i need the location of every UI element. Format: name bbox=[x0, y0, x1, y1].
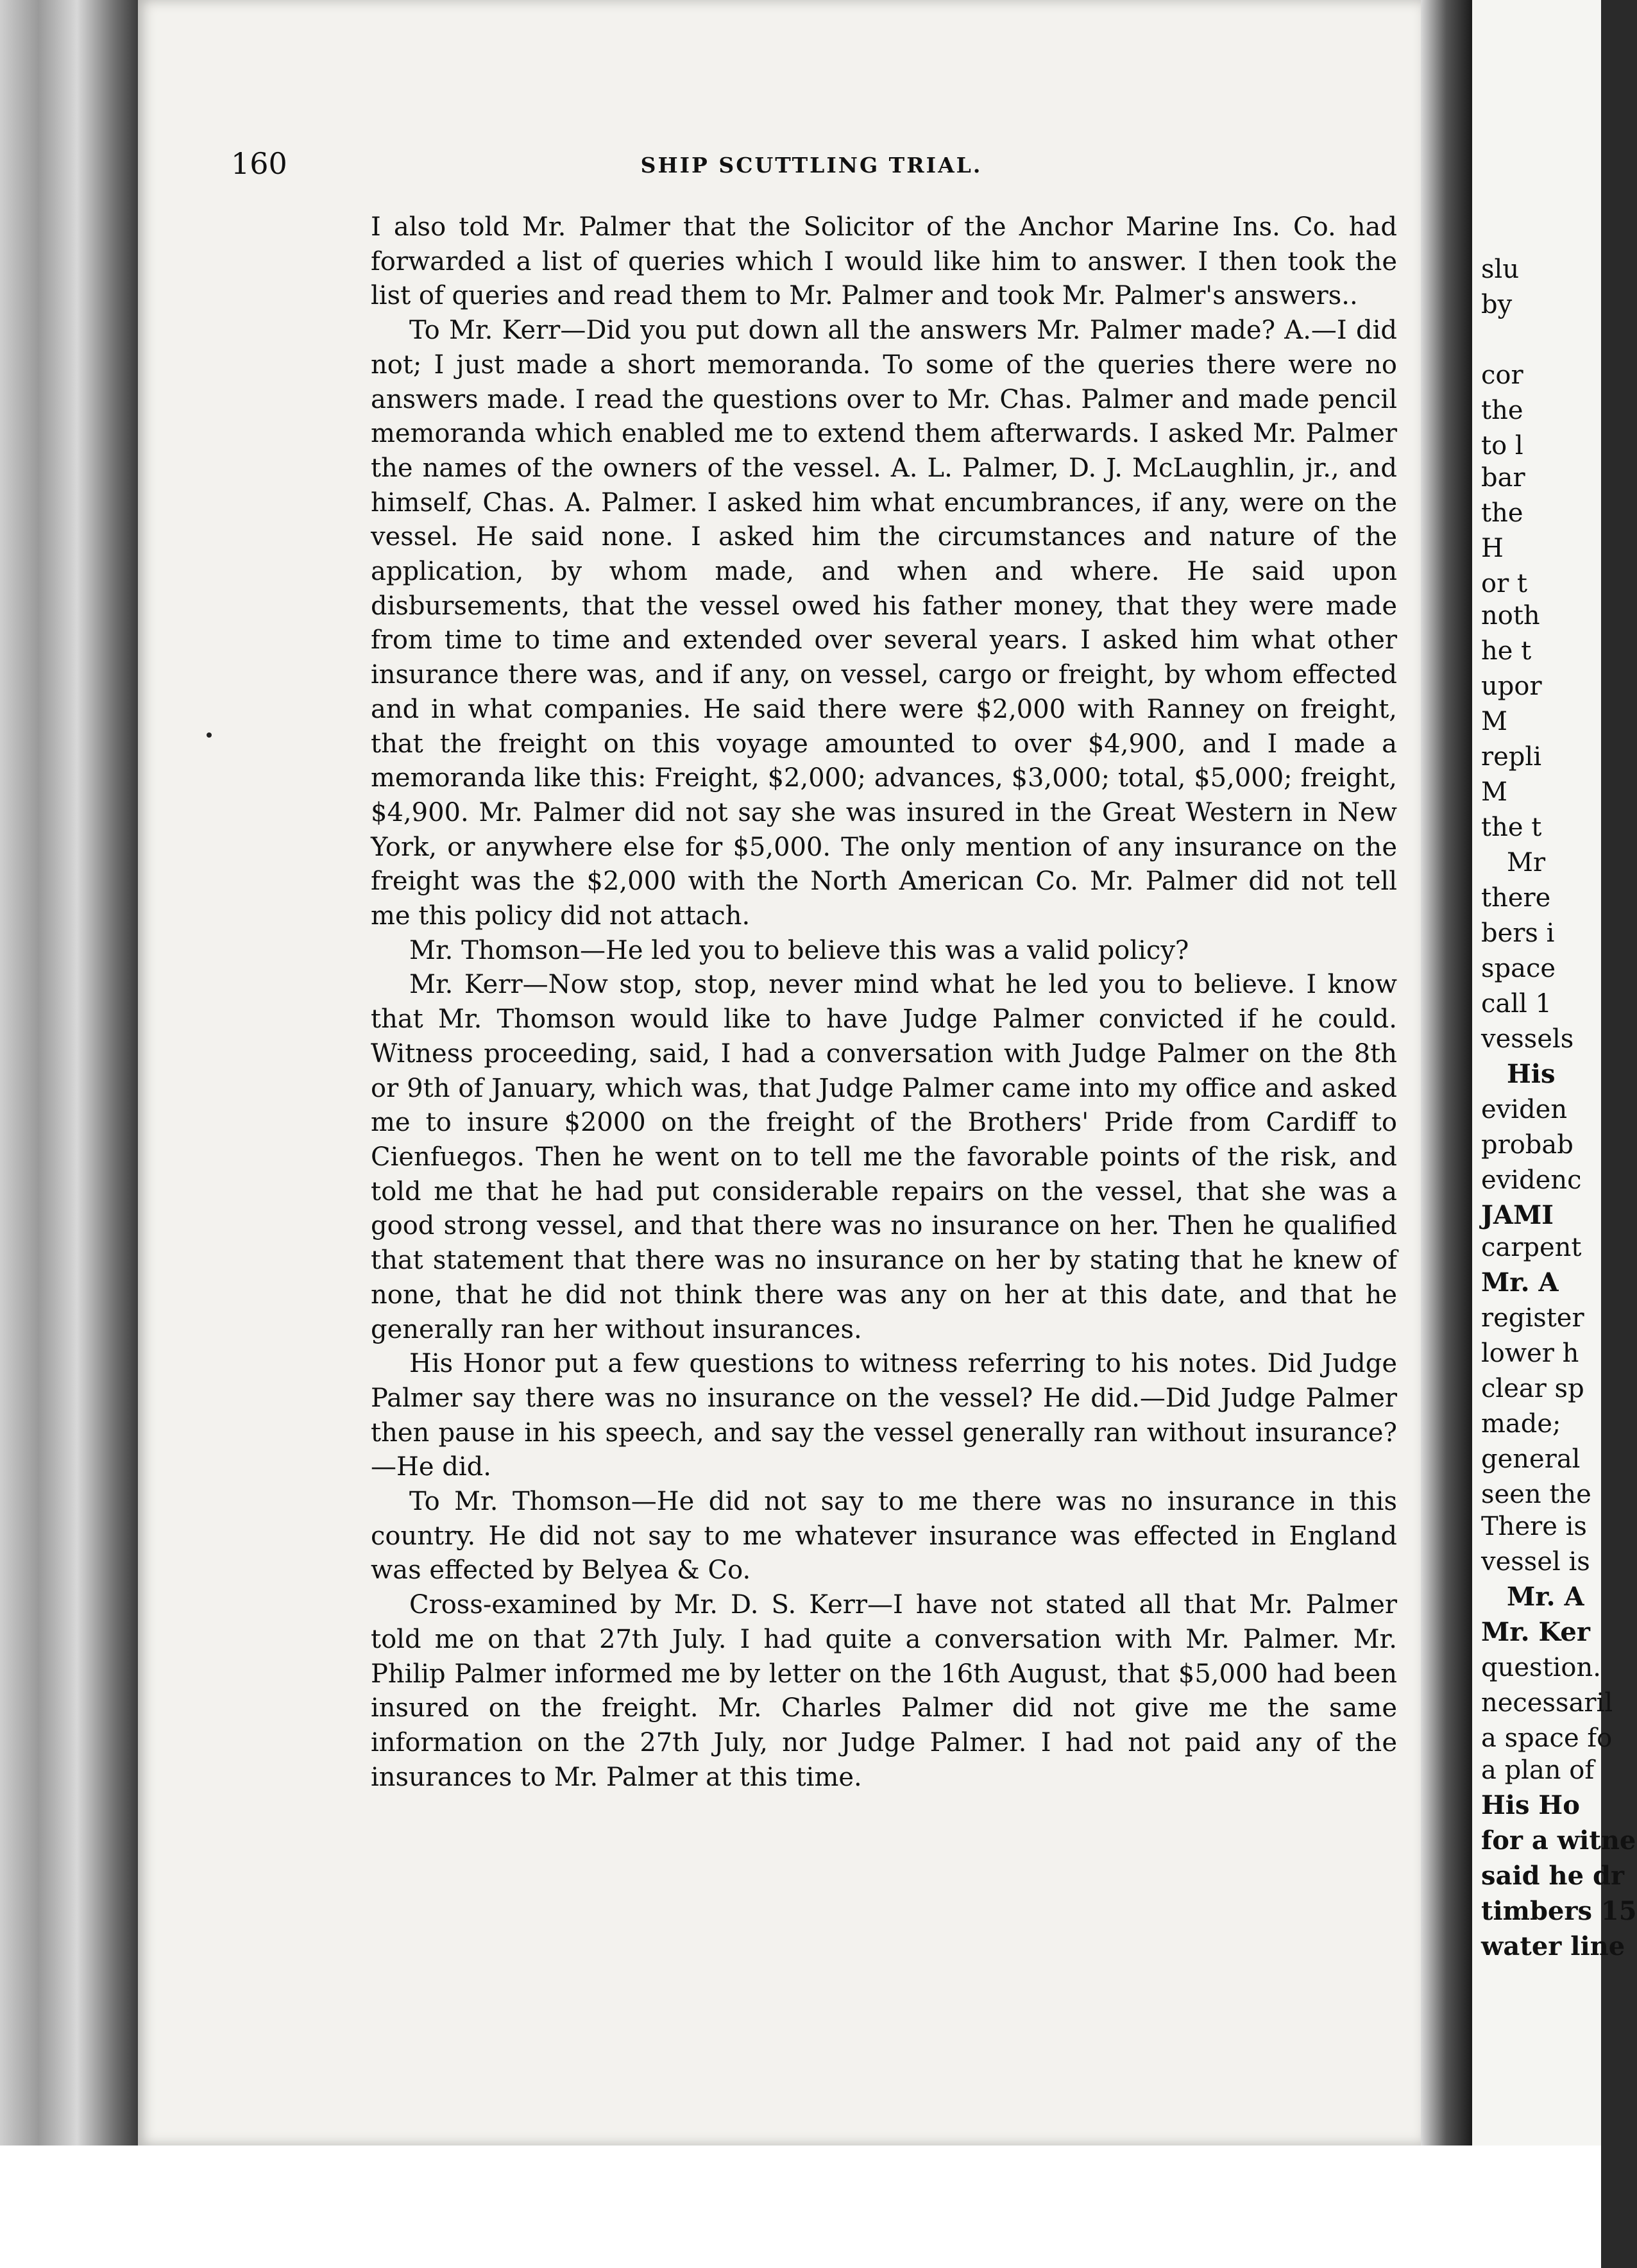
adjacent-page-line: the t bbox=[1481, 813, 1542, 842]
adjacent-page-line: necessaril bbox=[1481, 1688, 1613, 1718]
adjacent-page-line: space bbox=[1481, 954, 1556, 983]
adjacent-page-line: lower h bbox=[1481, 1339, 1579, 1368]
adjacent-page-line: seen the bbox=[1481, 1480, 1591, 1509]
adjacent-page-line: cor bbox=[1481, 360, 1523, 390]
ink-speck bbox=[207, 732, 212, 738]
page-header bbox=[231, 146, 1392, 185]
page-number: 160 bbox=[231, 146, 287, 181]
adjacent-page-line: said he dr bbox=[1481, 1861, 1625, 1891]
adjacent-page-line: JAMI bbox=[1481, 1200, 1554, 1230]
adjacent-page-line: Mr. A bbox=[1507, 1582, 1584, 1612]
adjacent-page-line: M bbox=[1481, 707, 1507, 736]
body-text bbox=[371, 210, 1397, 1795]
adjacent-page-line: for a witne bbox=[1481, 1825, 1636, 1856]
paragraph-2: To Mr. Kerr—Did you put down all the answers Mr. Palmer made? A.—I did not; I just made a short memoranda. To some of the queries there were no answers made. I read the questions over to Mr. Chas. Palmer and made pencil memoranda which enabled me to extend them afterwards. I asked Mr. Palmer the names of the owners of the vessel. A. L. Palmer, D. J. McLaughlin, jr., and himself, Chas. A. Palmer. I asked him what encumbrances, if any, were on the vessel. He said none. I asked him the circumstances and nature of the application, by whom made, and when and where. He said upon disbursements, that the vessel owed his father money, that they were made from time to time and extended over several years. I asked him what other insurance there was, and if any, on vessel, cargo or freight, by whom effected and in what companies. He said there were $2,000 with Ranney on freight, that the freight on this voyage amounted to over $4,900, and I made a memoranda like this: Freight, $2,000; advances, $3,000; total, $5,000; freight, $4,900. Mr. Palmer did not say she was insured in the Great Western in New York, or anywhere else for $5,000. The only mention of any insurance on the freight was the $2,000 with the North American Co. Mr. Palmer did not tell me this policy did not attach. bbox=[371, 316, 1397, 931]
adjacent-page-line: Mr bbox=[1507, 848, 1546, 877]
adjacent-page-line: slu bbox=[1481, 255, 1520, 284]
adjacent-page-line: general bbox=[1481, 1444, 1581, 1474]
adjacent-page-line: upor bbox=[1481, 672, 1542, 701]
scan-bottom-margin bbox=[0, 2145, 1601, 2268]
adjacent-page-line: question. bbox=[1481, 1653, 1601, 1682]
adjacent-page-line: His Ho bbox=[1481, 1790, 1580, 1820]
adjacent-page-line: timbers 15 bbox=[1481, 1896, 1637, 1926]
adjacent-page-line: clear sp bbox=[1481, 1374, 1584, 1403]
adjacent-page-line: H bbox=[1481, 534, 1504, 563]
adjacent-page-line: to l bbox=[1481, 431, 1523, 461]
adjacent-page-line: noth bbox=[1481, 601, 1540, 630]
adjacent-page-line: M bbox=[1481, 777, 1507, 807]
paragraph-3: Mr. Thomson—He led you to believe this was a valid policy? bbox=[409, 935, 1189, 965]
adjacent-page-fragment bbox=[1472, 0, 1637, 2145]
adjacent-page-line: made; bbox=[1481, 1409, 1561, 1439]
adjacent-page-line: bar bbox=[1481, 463, 1525, 493]
adjacent-page-line: call 1 bbox=[1481, 989, 1552, 1019]
scanner-edge-left bbox=[0, 0, 138, 2268]
adjacent-page-line: carpent bbox=[1481, 1233, 1582, 1262]
adjacent-page-line: the bbox=[1481, 396, 1523, 425]
adjacent-page-line: There is bbox=[1481, 1512, 1587, 1541]
adjacent-page-line: he t bbox=[1481, 636, 1532, 666]
adjacent-page-line: or t bbox=[1481, 569, 1527, 598]
running-title: SHIP SCUTTLING TRIAL. bbox=[640, 153, 983, 178]
adjacent-page-line: a space fo bbox=[1481, 1723, 1613, 1753]
paragraph-5: His Honor put a few questions to witness referring to his notes. Did Judge Palmer say there was no insurance on the vessel? He did.—Did Judge Palmer then pause in his speech, and say the vessel generally ran without insurance?—He did. bbox=[371, 1349, 1397, 1482]
adjacent-page-line: eviden bbox=[1481, 1095, 1568, 1124]
paragraph-1: I also told Mr. Palmer that the Solicitor of the Anchor Marine Ins. Co. had forwarded a list of queries which I would like him to answer. I then took the list of queries and read them to Mr. Palmer and took Mr. Palmer's answers.. bbox=[371, 212, 1397, 311]
adjacent-page-line: register bbox=[1481, 1303, 1584, 1333]
book-gutter bbox=[1421, 0, 1472, 2145]
adjacent-page-line: vessels bbox=[1481, 1024, 1574, 1054]
adjacent-page-line: Mr. Ker bbox=[1481, 1617, 1590, 1647]
adjacent-page-line: evidenc bbox=[1481, 1165, 1582, 1195]
adjacent-page-line: the bbox=[1481, 498, 1523, 528]
paragraph-4: Mr. Kerr—Now stop, stop, never mind what he led you to believe. I know that Mr. Thomson would like to have Judge Palmer convicted if he could. Witness proceeding, said, I had a conversation with Judge Palmer on the 8th or 9th of January, which was, that Judge Palmer came into my office and asked me to insure $2000 on the freight of the Brothers' Pride from Cardiff to Cienfuegos. Then he went on to tell me the favorable points of the risk, and told me that he had put considerable repairs on the vessel, that she was a good strong vessel, and that there was no insurance on her. Then he qualified that statement that there was no insurance on her by stating that he knew of none, that he did not think there was any on her at this date, and that he generally ran her without insurances. bbox=[371, 970, 1397, 1344]
adjacent-page-line: probab bbox=[1481, 1130, 1573, 1160]
adjacent-page-line: repli bbox=[1481, 742, 1541, 772]
adjacent-page-line: His bbox=[1507, 1059, 1556, 1089]
adjacent-page-line: water line bbox=[1481, 1931, 1625, 1961]
paragraph-6: To Mr. Thomson—He did not say to me there was no insurance in this country. He did not say to me whatever insurance was effected in England was effected by Belyea & Co. bbox=[371, 1487, 1397, 1586]
adjacent-page-line: there bbox=[1481, 883, 1551, 913]
adjacent-page-line: Mr. A bbox=[1481, 1267, 1559, 1298]
adjacent-page-line: vessel is bbox=[1481, 1547, 1590, 1577]
adjacent-page-line: bers i bbox=[1481, 918, 1555, 948]
adjacent-page-line: by bbox=[1481, 290, 1513, 319]
adjacent-page-line: a plan of bbox=[1481, 1756, 1595, 1785]
paragraph-7: Cross-examined by Mr. D. S. Kerr—I have not stated all that Mr. Palmer told me on that 27th July. I had quite a conversation with Mr. Palmer. Mr. Philip Palmer informed me by letter on the 16th August, that $5,000 had been insured on the freight. Mr. Charles Palmer did not give me the same information on the 27th July, nor Judge Palmer. I had not paid any of the insurances to Mr. Palmer at this time. bbox=[371, 1590, 1397, 1792]
